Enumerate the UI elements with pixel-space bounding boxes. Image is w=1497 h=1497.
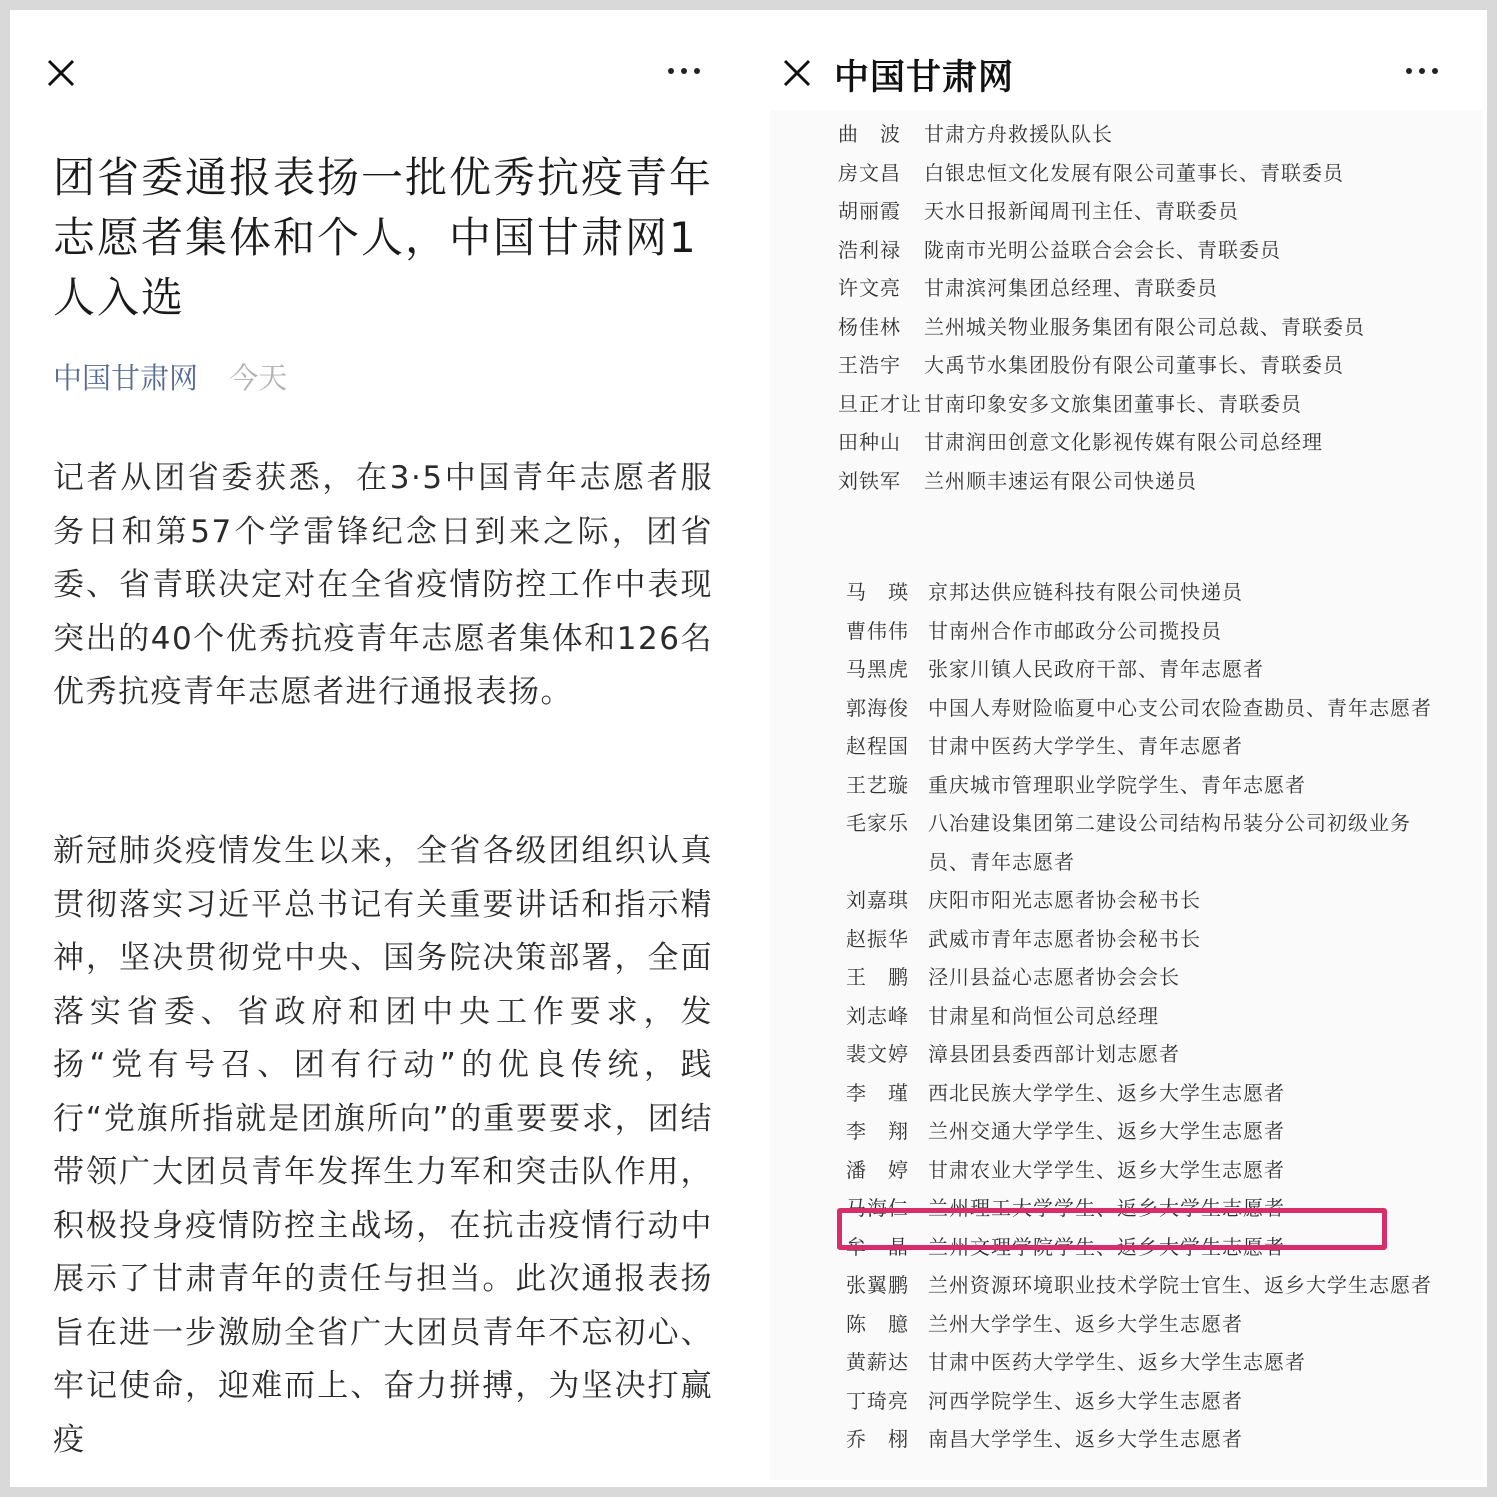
honoree-description: 河西学院学生、返乡大学生志愿者 [928, 1388, 1243, 1413]
honoree-name: 裴文婷 [846, 1042, 909, 1066]
highlight-box [837, 1208, 1387, 1250]
honoree-name: 赵振华 [846, 926, 909, 951]
honoree-name: 刘嘉琪 [846, 888, 909, 912]
nav-title: 中国甘肃网 [834, 58, 1015, 98]
article-title: 团省委通报表扬一批优秀抗疫青年志愿者集体和个人，中国甘肃网1人入选 [53, 153, 714, 322]
honoree-description: 甘肃农业大学学生、返乡大学生志愿者 [928, 1157, 1285, 1182]
honoree-description: 甘肃滨河集团总经理、青联委员 [924, 276, 1218, 300]
honoree-description: 大禹节水集团股份有限公司董事长、青联委员 [924, 353, 1344, 377]
honoree-description: 八冶建设集团第二建设公司结构吊装分公司初级业务 [928, 811, 1411, 835]
honoree-name: 胡丽霞 [838, 199, 901, 223]
honoree-description: 甘南印象安多文旅集团董事长、青联委员 [924, 391, 1302, 416]
document-panel [750, 10, 1487, 1487]
honoree-name: 黄薪达 [846, 1350, 909, 1374]
honoree-name: 旦正才让 [838, 391, 922, 416]
honoree-description: 南昌大学学生、返乡大学生志愿者 [928, 1427, 1243, 1451]
document-image [770, 110, 1482, 1480]
honoree-description: 中国人寿财险临夏中心支公司农险查勘员、青年志愿者 [928, 695, 1432, 720]
honoree-description: 兰州理工大学学生、返乡大学生志愿者 [928, 1196, 1285, 1220]
honoree-name: 毛家乐 [846, 811, 909, 835]
honoree-name: 张翼鹏 [846, 1273, 909, 1297]
honoree-description: 甘肃星和尚恒公司总经理 [928, 1003, 1159, 1028]
screenshot-frame [10, 10, 1487, 1487]
honoree-description: 兰州大学学生、返乡大学生志愿者 [928, 1311, 1243, 1336]
honoree-name: 陈 臆 [846, 1311, 909, 1336]
honoree-name: 刘铁军 [838, 468, 901, 493]
honoree-name: 马海仁 [846, 1196, 909, 1220]
top-bar [10, 40, 748, 100]
honoree-name: 李 翔 [846, 1119, 909, 1143]
honoree-description: 庆阳市阳光志愿者协会秘书长 [928, 888, 1201, 912]
honoree-name: 曲 波 [838, 122, 901, 146]
honoree-name: 郭海俊 [846, 695, 909, 720]
honoree-description: 京邦达供应链科技有限公司快递员 [928, 580, 1243, 604]
honoree-description: 陇南市光明公益联合会会长、青联委员 [924, 237, 1281, 262]
honoree-description: 员、青年志愿者 [928, 849, 1075, 874]
honoree-description: 兰州顺丰速运有限公司快递员 [924, 468, 1197, 493]
honoree-name: 潘 婷 [846, 1157, 909, 1182]
honoree-name: 马黑虎 [846, 657, 909, 681]
honoree-description: 西北民族大学学生、返乡大学生志愿者 [928, 1080, 1285, 1105]
top-bar [750, 40, 1487, 100]
honoree-description: 甘南州合作市邮政分公司揽投员 [928, 618, 1222, 643]
honoree-description: 甘肃方舟救援队队长 [924, 122, 1113, 146]
honoree-description: 天水日报新闻周刊主任、青联委员 [924, 199, 1239, 223]
honoree-description: 兰州城关物业服务集团有限公司总裁、青联委员 [924, 314, 1365, 339]
article-panel [10, 10, 748, 1487]
close-icon[interactable] [782, 58, 812, 88]
article-meta [53, 356, 287, 397]
honoree-name: 田种山 [838, 430, 901, 454]
honoree-name: 刘志峰 [846, 1003, 909, 1028]
honoree-name: 丁琦亮 [846, 1388, 909, 1413]
honoree-description: 张家川镇人民政府干部、青年志愿者 [928, 657, 1264, 681]
honoree-description: 兰州文理学院学生、返乡大学生志愿者 [928, 1234, 1285, 1259]
honoree-name: 杨佳林 [838, 314, 901, 339]
honoree-name: 房文昌 [838, 160, 901, 185]
source-link[interactable]: 中国甘肃网 [53, 361, 199, 395]
more-icon[interactable] [1406, 68, 1442, 78]
honoree-description: 甘肃中医药大学学生、青年志愿者 [928, 734, 1243, 758]
honoree-name: 牟 晶 [846, 1234, 909, 1259]
honoree-description: 泾川县益心志愿者协会会长 [928, 965, 1180, 989]
article-paragraph: 新冠肺炎疫情发生以来，全省各级团组织认真贯彻落实习近平总书记有关重要讲话和指示精神，坚决贯彻党中央、国务院决策部署，全面落实省委、省政府和团中央工作要求，发扬“党有号召、团有行动”的优良传统，践行“党旗所指就是团旗所向”的重要要求，团结带领广大团员青年发挥生力军和突击队作用，积极投身疫情防控主战场，在抗击疫情行动中展示了甘肃青年的责任与担当。此次通报表扬旨在进一步激励全省广大团员青年不忘初心、牢记使命，迎难而上、奋力拼搏，为坚决打赢疫 [53, 833, 713, 1458]
close-icon[interactable] [46, 58, 76, 88]
honoree-name: 王 鹏 [846, 965, 909, 989]
honoree-description: 兰州资源环境职业技术学院士官生、返乡大学生志愿者 [928, 1273, 1432, 1297]
more-icon[interactable] [668, 68, 704, 78]
honoree-description: 甘肃中医药大学学生、返乡大学生志愿者 [928, 1350, 1306, 1374]
article-paragraph: 记者从团省委获悉，在3·5中国青年志愿者服务日和第57个学雷锋纪念日到来之际，团省委、省青联决定对在全省疫情防控工作中表现突出的40个优秀抗疫青年志愿者集体和126名优秀抗疫青年志愿者进行通报表扬。 [53, 460, 713, 710]
publish-date: 今天 [229, 361, 288, 395]
honoree-description: 重庆城市管理职业学院学生、青年志愿者 [928, 772, 1306, 797]
honoree-description: 白银忠恒文化发展有限公司董事长、青联委员 [924, 160, 1344, 185]
honoree-name: 曹伟伟 [846, 618, 909, 643]
honoree-description: 漳县团县委西部计划志愿者 [928, 1042, 1180, 1066]
honoree-name: 王艺璇 [846, 772, 909, 797]
honoree-description: 兰州交通大学学生、返乡大学生志愿者 [928, 1119, 1285, 1143]
honoree-name: 浩利禄 [838, 237, 901, 262]
honoree-name: 乔 栩 [846, 1427, 909, 1451]
honoree-name: 许文亮 [838, 276, 901, 300]
honoree-description: 武威市青年志愿者协会秘书长 [928, 926, 1201, 951]
honoree-name: 李 瑾 [846, 1080, 909, 1105]
honoree-description: 甘肃润田创意文化影视传媒有限公司总经理 [924, 430, 1323, 454]
honoree-name: 王浩宇 [838, 353, 901, 377]
honoree-name: 马 瑛 [846, 580, 909, 604]
honoree-name: 赵程国 [846, 734, 909, 758]
